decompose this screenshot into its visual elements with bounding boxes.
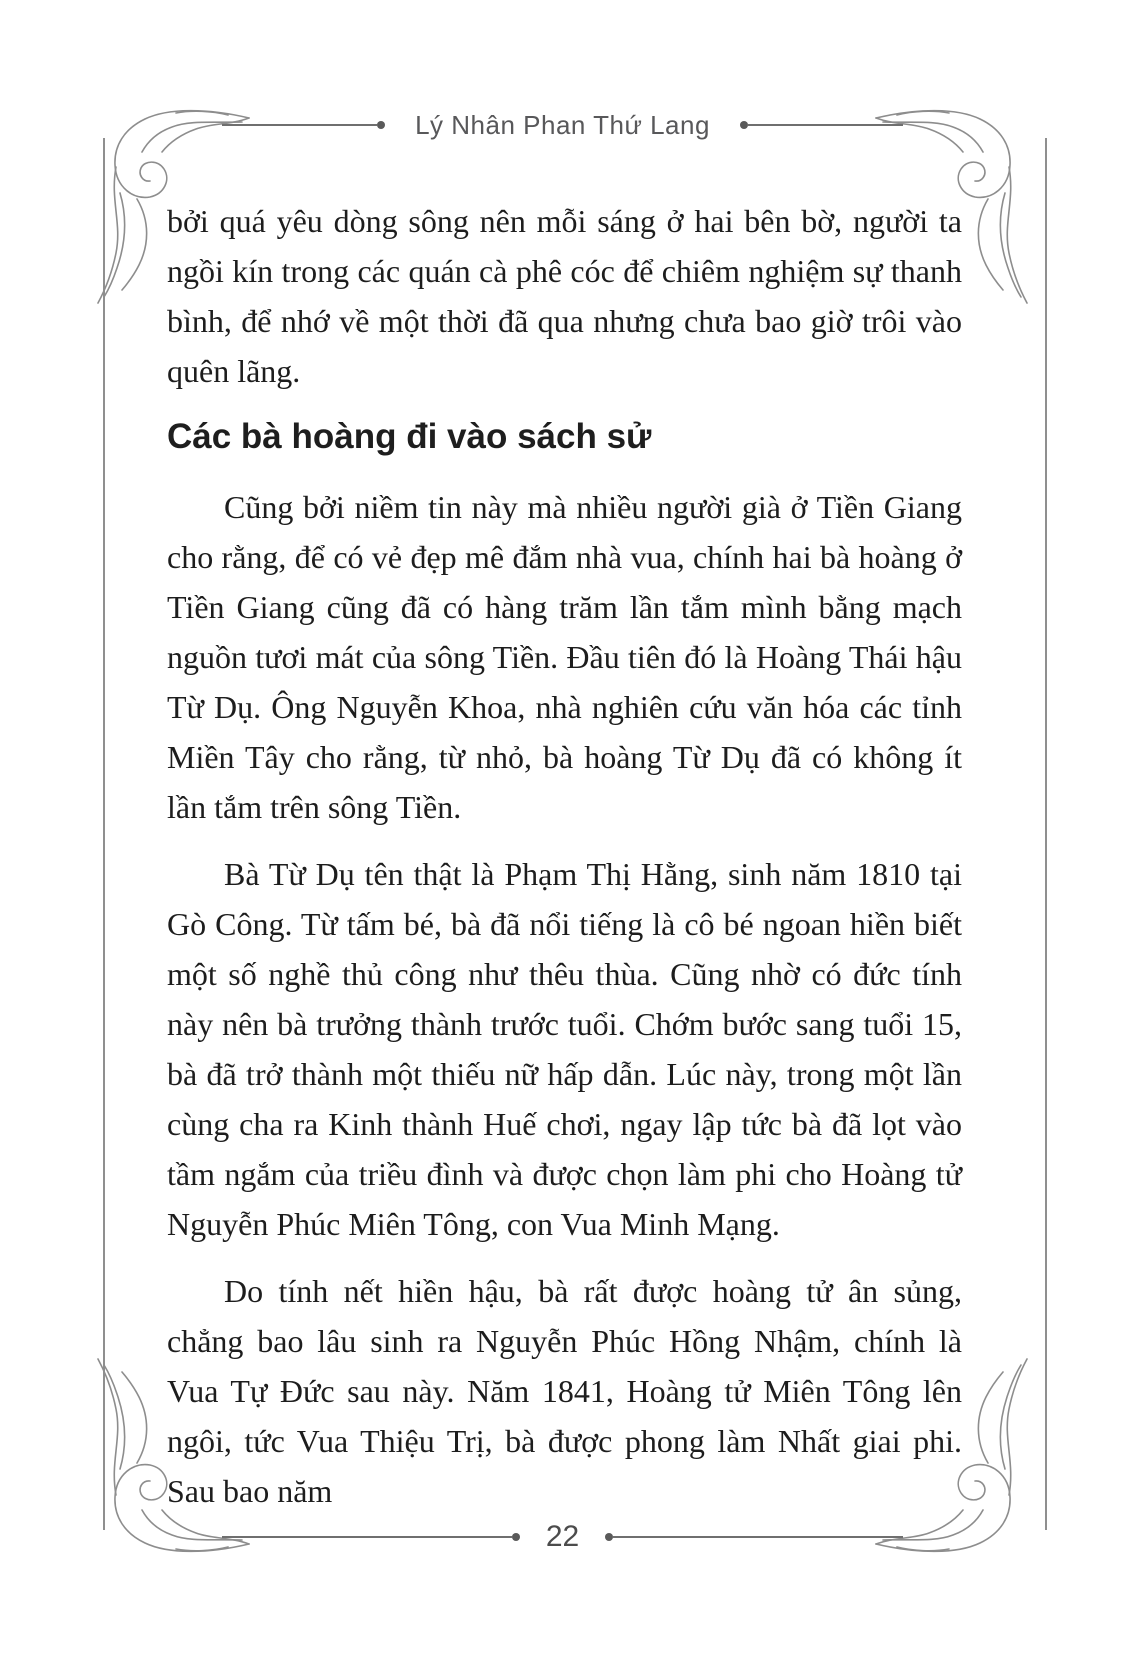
page-body [167, 196, 962, 1533]
frame-line-left [103, 138, 105, 1530]
footer-rule-right [613, 1536, 903, 1538]
footer-dot-right [605, 1533, 613, 1541]
body-paragraph: Cũng bởi niềm tin này mà nhiều người già ở Tiền Giang cho rằng, để có vẻ đẹp mê đắm nhà vua, chính hai bà hoàng ở Tiền Giang cũng đã có hàng trăm lần tắm mình bằng mạch nguồn tươi mát của sông Tiền. Đầu tiên đó là Hoàng Thái hậu Từ Dụ. Ông Nguyễn Khoa, nhà nghiên cứu văn hóa các tỉnh Miền Tây cho rằng, từ nhỏ, bà hoàng Từ Dụ đã có không ít lần tắm trên sông Tiền. [167, 489, 962, 825]
page-number: 22 [545, 1520, 580, 1553]
header-rule-left [222, 124, 377, 126]
body-paragraph: Bà Từ Dụ tên thật là Phạm Thị Hằng, sinh năm 1810 tại Gò Công. Từ tấm bé, bà đã nổi tiếng là cô bé ngoan hiền biết một số nghề thủ công như thêu thùa. Cũng nhờ có đức tính này nên bà trưởng thành trước tuổi. Chớm bước sang tuổi 15, bà đã trở thành một thiếu nữ hấp dẫn. Lúc này, trong một lần cùng cha ra Kinh thành Huế chơi, ngay lập tức bà đã lọt vào tầm ngắm của triều đình và được chọn làm phi cho Hoàng tử Nguyễn Phúc Miên Tông, con Vua Minh Mạng. [167, 856, 962, 1242]
footer-rule-left [222, 1536, 512, 1538]
header-dot-right [740, 121, 748, 129]
page-footer [222, 1520, 903, 1554]
body-paragraph: Do tính nết hiền hậu, bà rất được hoàng tử ân sủng, chẳng bao lâu sinh ra Nguyễn Phúc Hồng Nhậm, chính là Vua Tự Đức sau này. Năm 1841, Hoàng tử Miên Tông lên ngôi, tức Vua Thiệu Trị, bà được phong làm Nhất giai phi. Sau bao năm [167, 1273, 962, 1509]
header-rule-right [748, 124, 903, 126]
frame-line-right [1045, 138, 1047, 1530]
footer-dot-left [512, 1533, 520, 1541]
opening-paragraph: bởi quá yêu dòng sông nên mỗi sáng ở hai bên bờ, người ta ngồi kín trong các quán cà phê cóc để chiêm nghiệm sự thanh bình, để nhớ về một thời đã qua nhưng chưa bao giờ trôi vào quên lãng. [167, 203, 962, 389]
running-header [222, 108, 903, 142]
header-dot-left [377, 121, 385, 129]
section-heading: Các bà hoàng đi vào sách sử [167, 417, 652, 456]
running-header-title: Lý Nhân Phan Thứ Lang [415, 109, 710, 140]
